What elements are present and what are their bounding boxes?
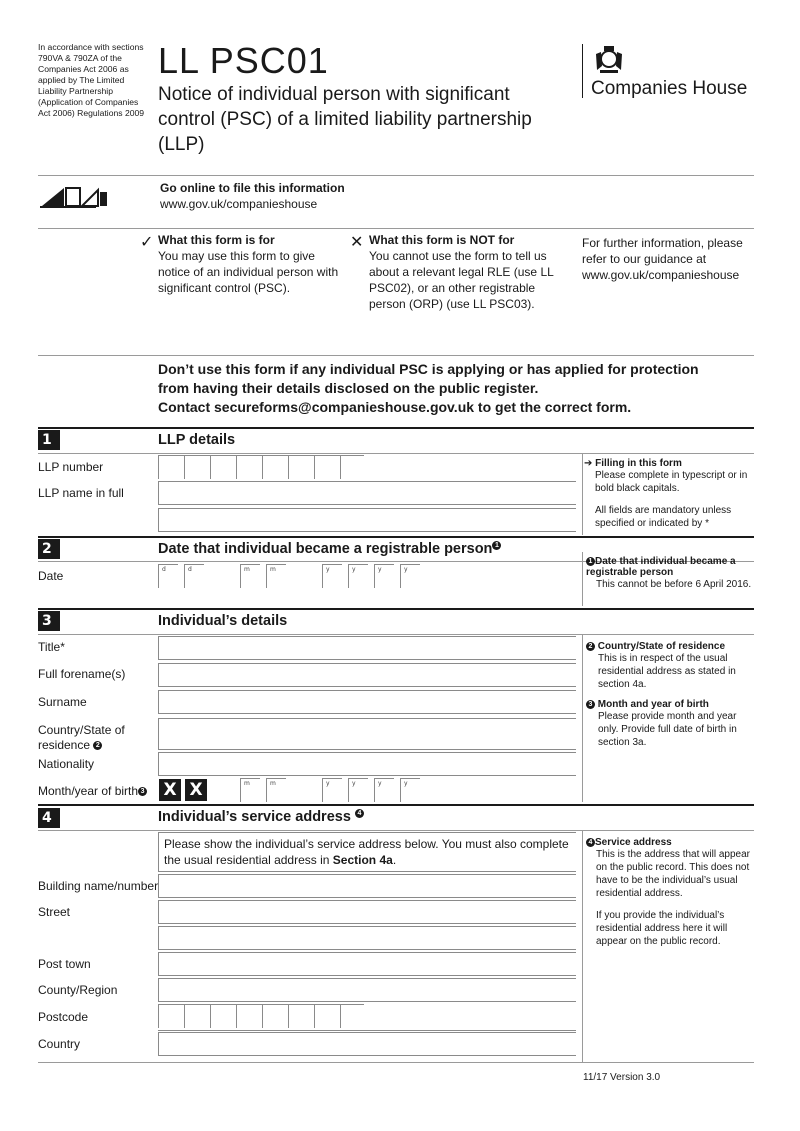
warning-line2: from having their details disclosed on the public register. xyxy=(158,380,539,396)
ref-4-note: 4 xyxy=(586,838,595,847)
online-filing-icon xyxy=(40,184,110,214)
county-label: County/Region xyxy=(38,983,118,997)
section2-note-text: This cannot be before 6 April 2016. xyxy=(596,579,752,590)
section4-number: 4 xyxy=(38,808,60,828)
llp-number-label: LLP number xyxy=(38,460,104,474)
form-title: Notice of individual person with significant control (PSC) of a limited liability partnership (LLP) xyxy=(158,84,532,155)
country-residence-field[interactable] xyxy=(158,718,576,750)
dob-day-blocked-1: X xyxy=(159,779,181,801)
for-heading: What this form is for xyxy=(158,233,275,247)
ref-1: 1 xyxy=(492,541,501,550)
section3-notes: 2 Country/State of residence This is in respect of the usual residential address as stated in section 4a. 3 Month and year of birth Please provide month and year only. Provide full date of birth in section 3a. xyxy=(586,641,754,749)
date-label: Date xyxy=(38,569,64,583)
dob-label: Month/year of birth 3 xyxy=(38,784,147,798)
not-for-text: You cannot use the form to tell us about a relevant legal RLE (use LL PSC02), or an other registrable person (ORP) (use LL PSC03). xyxy=(369,249,554,311)
forenames-label: Full forename(s) xyxy=(38,667,126,681)
postcode-label: Postcode xyxy=(38,1010,89,1024)
brand-name: Companies House xyxy=(591,78,748,99)
street-field-2[interactable] xyxy=(158,926,576,950)
online-url[interactable]: www.gov.uk/companieshouse xyxy=(160,197,318,211)
nationality-label: Nationality xyxy=(38,757,95,771)
post-town-field[interactable] xyxy=(158,952,576,976)
section2-number: 2 xyxy=(38,539,60,559)
country-label: Country xyxy=(38,1037,81,1051)
section2-title-text: Date that individual became a registrable person xyxy=(158,541,493,557)
building-field[interactable] xyxy=(158,874,576,898)
section1-note xyxy=(584,458,752,530)
section3-note2-text: This is in respect of the usual residential address as stated in section 4a. xyxy=(598,653,736,690)
ref-4: 4 xyxy=(355,809,364,818)
legal-note: In accordance with sections 790VA & 790ZA of the Companies Act 2006 as applied by The Limited Liability Partnership (Application of Companies Act 2006) Regulations 2009 xyxy=(38,42,145,118)
section4-note-text2: If you provide the individual’s residential address here it will appear on the public record. xyxy=(596,910,728,947)
section1-title: LLP details xyxy=(158,432,236,448)
further-info: For further information, please refer to our guidance at www.gov.uk/companieshouse xyxy=(582,236,743,282)
section3-title: Individual’s details xyxy=(158,613,288,629)
country-field[interactable] xyxy=(158,1032,576,1056)
section3-number: 3 xyxy=(38,611,60,631)
section1-note-text: Please complete in typescript or in bold black capitals. xyxy=(595,470,748,494)
county-field[interactable] xyxy=(158,978,576,1002)
ref-3: 3 xyxy=(138,787,147,796)
section2-title xyxy=(158,541,501,557)
not-for-heading: What this form is NOT for xyxy=(369,233,515,247)
section1-note-heading: Filling in this form xyxy=(595,458,682,469)
forenames-field[interactable] xyxy=(158,663,576,687)
section1-number: 1 xyxy=(38,430,60,450)
ref-2-note: 2 xyxy=(586,642,595,651)
ref-3-note: 3 xyxy=(586,700,595,709)
street-label: Street xyxy=(38,905,71,919)
cross-icon: ✕ xyxy=(350,232,364,251)
section4-intro: Please show the individual’s service address below. You must also complete the usual residential address in Section 4a. xyxy=(164,837,569,867)
post-town-label: Post town xyxy=(38,957,91,971)
surname-label: Surname xyxy=(38,695,87,709)
tick-icon: ✓ xyxy=(140,232,154,251)
section4-note: 4 Service address This is the address that will appear on the public record. This does not have to be the individual’s usual residential address. If you provide the individual’s residential address here it will appear on the public record. xyxy=(586,837,752,948)
street-field-1[interactable] xyxy=(158,900,576,924)
warning-line1: Don’t use this form if any individual PSC is applying or has applied for protection xyxy=(158,361,699,377)
section3-note3-text: Please provide month and year only. Provide full date of birth in section 3a. xyxy=(598,711,737,748)
version-label: 11/17 Version 3.0 xyxy=(583,1072,661,1083)
ref-2: 2 xyxy=(93,741,102,750)
country-residence-label: Country/State of residence 2 xyxy=(38,723,125,752)
dob-day-blocked-2: X xyxy=(185,779,207,801)
ref-1-note: 1 xyxy=(586,557,595,566)
section4-note-text: This is the address that will appear on the public record. This does not have to be the individual’s usual residential address. xyxy=(596,849,750,899)
section2-note-heading: Date that individual became a registrable person xyxy=(586,556,736,578)
section4-title: Individual’s service address 4 xyxy=(158,809,364,825)
arrow-icon: ➔ xyxy=(584,458,593,469)
llp-name-label: LLP name in full xyxy=(38,486,124,500)
title-field[interactable] xyxy=(158,636,576,660)
section1-note-text2: All fields are mandatory unless specified or indicated by * xyxy=(595,505,732,529)
warning-line3: Contact secureforms@companieshouse.gov.uk to get the correct form. xyxy=(158,399,632,415)
section2-note xyxy=(586,556,754,591)
llp-name-field-1[interactable] xyxy=(158,481,576,505)
form-code: LL PSC01 xyxy=(158,40,329,81)
nationality-field[interactable] xyxy=(158,752,576,776)
building-label: Building name/number xyxy=(38,879,159,893)
online-heading: Go online to file this information xyxy=(160,181,345,195)
title-label: Title* xyxy=(38,640,65,654)
surname-field[interactable] xyxy=(158,690,576,714)
for-text: You may use this form to give notice of an individual person with significant control (PSC). xyxy=(158,249,339,295)
royal-crest-icon xyxy=(592,44,626,78)
llp-name-field-2[interactable] xyxy=(158,508,576,532)
